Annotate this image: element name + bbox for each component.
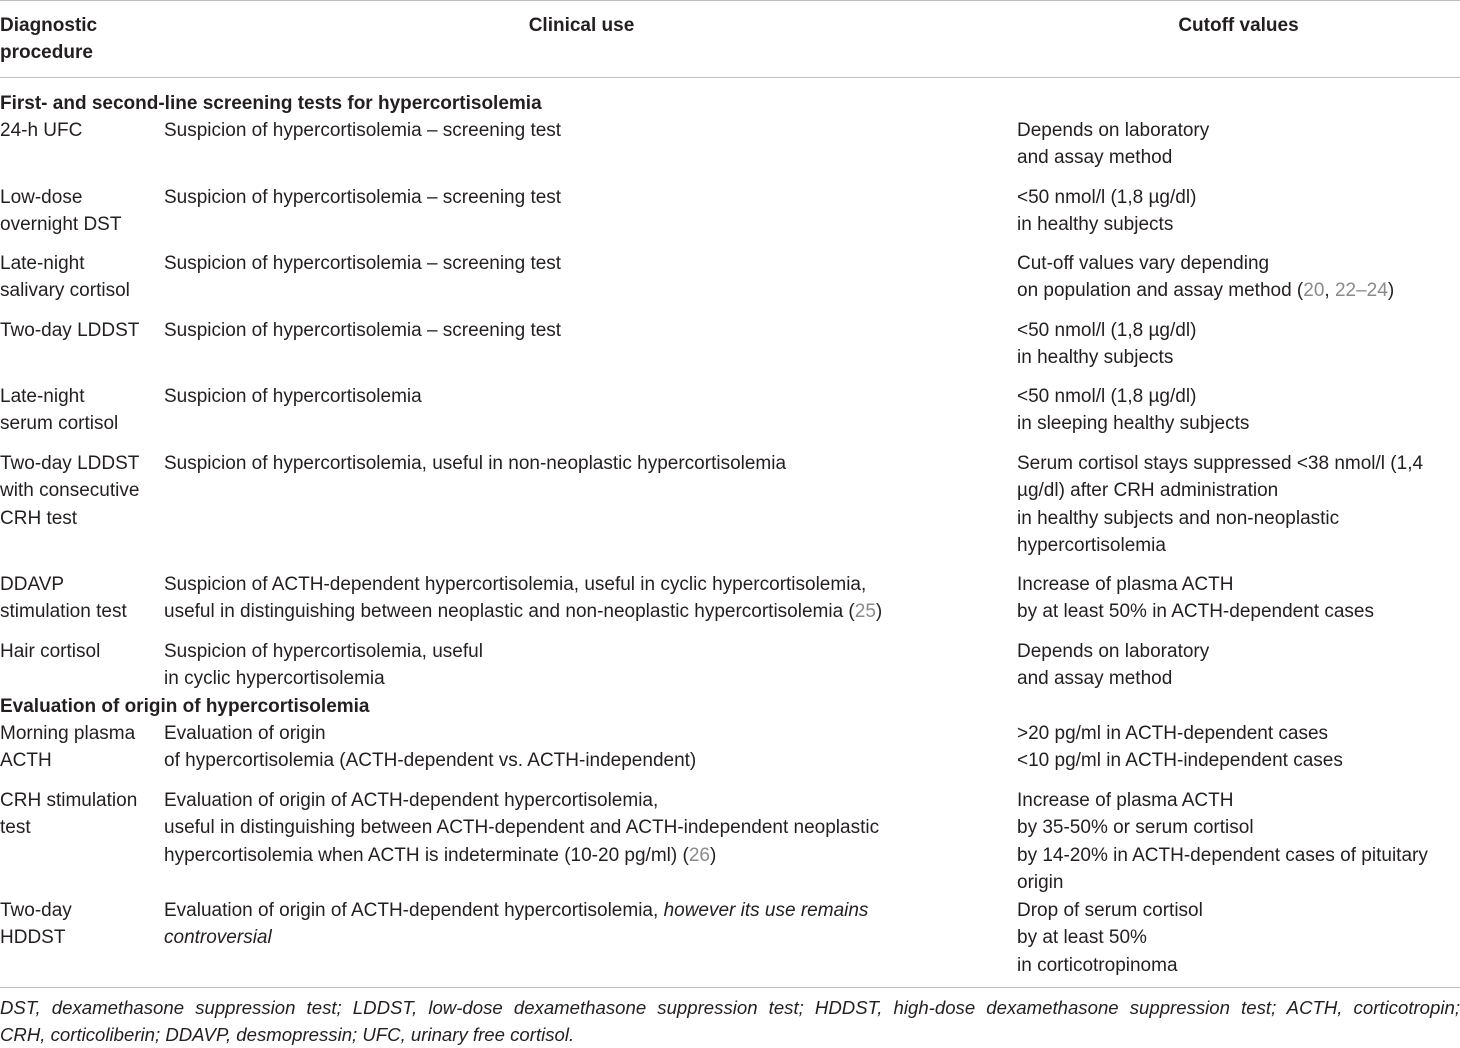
- table-row: [0, 450, 1460, 571]
- clinical-use-cell: Evaluation of origin of hypercortisolemia (ACTH-dependent vs. ACTH-independent): [164, 723, 697, 772]
- clinical-use-cell: Evaluation of origin of ACTH-dependent hypercortisolemia, however its use remains controversial: [164, 900, 869, 949]
- clinical-use-cell: Evaluation of origin of ACTH-dependent hypercortisolemia, useful in distinguishing between ACTH-dependent and ACTH-independent neoplastic hypercortisolemia when ACTH is indeterminate (10-20 pg/ml) (26): [164, 790, 880, 866]
- table-row: [0, 571, 1460, 638]
- clinical-use-cell: Suspicion of hypercortisolemia – screening test: [164, 120, 562, 141]
- cutoff-cell: <50 nmol/l (1,8 µg/dl) in sleeping healthy subjects: [1017, 386, 1250, 435]
- cutoff-cell: Increase of plasma ACTH by at least 50% in ACTH-dependent cases: [1017, 574, 1374, 623]
- clinical-use-cell: Suspicion of ACTH-dependent hypercortisolemia, useful in cyclic hypercortisolemia, useful in distinguishing between neoplastic and non-neoplastic hypercortisolemia (25): [164, 574, 883, 623]
- table-row: [0, 117, 1460, 184]
- table-row: [0, 638, 1460, 693]
- section-title-origin: Evaluation of origin of hypercortisolemia: [0, 696, 370, 717]
- procedure-cell: Morning plasma ACTH: [0, 723, 136, 772]
- citation-link[interactable]: 26: [688, 844, 710, 866]
- header-procedure: Diagnostic procedure: [0, 15, 98, 64]
- procedure-cell: Two-day LDDST: [0, 320, 140, 341]
- table-header: [0, 12, 1460, 66]
- bottom-rule: [0, 987, 1460, 988]
- procedure-cell: 24-h UFC: [0, 120, 83, 141]
- table-row: [0, 720, 1460, 787]
- header-clinical-use: Clinical use: [528, 15, 635, 36]
- table-body: [0, 90, 1460, 979]
- citation-link[interactable]: 25: [854, 601, 876, 623]
- cutoff-cell: <50 nmol/l (1,8 µg/dl) in healthy subjects: [1017, 320, 1197, 369]
- clinical-use-cell: Suspicion of hypercortisolemia – screening test: [164, 320, 562, 341]
- cutoff-cell: Serum cortisol stays suppressed <38 nmol/l (1,4 µg/dl) after CRH administration in healthy subjects and non-neoplastic hypercortisolemia: [1017, 453, 1424, 557]
- cutoff-cell: Increase of plasma ACTH by 35-50% or serum cortisol by 14-20% in ACTH-dependent cases of pituitary origin: [1017, 790, 1428, 894]
- table-row: [0, 897, 1460, 979]
- header-cutoff-values: Cutoff values: [1178, 15, 1299, 36]
- cutoff-cell: Cut-off values vary depending on population and assay method (20, 22–24): [1017, 253, 1395, 302]
- table-row: [0, 184, 1460, 250]
- clinical-use-cell: Suspicion of hypercortisolemia – screening test: [164, 187, 562, 208]
- table-footnote: DST, dexamethasone suppression test; LDDST, low-dose dexamethasone suppression test; HDDST, high-dose dexamethasone suppression test; ACTH, corticotropin; CRH, corticoliberin; DDAVP, desmopressin; UFC, urinary free cortisol.: [0, 997, 1460, 1045]
- procedure-cell: Two-day LDDST with consecutive CRH test: [0, 453, 140, 529]
- procedure-cell: Hair cortisol: [0, 641, 101, 662]
- procedure-cell: DDAVP stimulation test: [0, 574, 127, 623]
- clinical-use-cell: Suspicion of hypercortisolemia, useful in non-neoplastic hypercortisolemia: [164, 453, 787, 474]
- clinical-use-cell: Suspicion of hypercortisolemia, useful in cyclic hypercortisolemia: [164, 641, 483, 690]
- procedure-cell: Two-day HDDST: [0, 900, 72, 949]
- cutoff-cell: Depends on laboratory and assay method: [1017, 641, 1210, 690]
- citation-link[interactable]: 20: [1303, 280, 1325, 302]
- cutoff-cell: Depends on laboratory and assay method: [1017, 120, 1210, 169]
- cutoff-cell: <50 nmol/l (1,8 µg/dl) in healthy subjects: [1017, 187, 1197, 236]
- procedure-cell: Low-dose overnight DST: [0, 187, 122, 236]
- table-row: [0, 787, 1460, 897]
- cutoff-cell: >20 pg/ml in ACTH-dependent cases <10 pg/ml in ACTH-independent cases: [1017, 723, 1343, 772]
- clinical-use-cell: Suspicion of hypercortisolemia – screening test: [164, 253, 562, 274]
- table-row: [0, 383, 1460, 450]
- table-row: [0, 317, 1460, 383]
- procedure-cell: Late-night serum cortisol: [0, 386, 119, 435]
- procedure-cell: CRH stimulation test: [0, 790, 138, 839]
- table-row: [0, 250, 1460, 317]
- citation-link[interactable]: 22–24: [1334, 280, 1388, 302]
- procedure-cell: Late-night salivary cortisol: [0, 253, 130, 302]
- top-rule: [0, 0, 1460, 1]
- header-rule: [0, 77, 1460, 78]
- clinical-use-cell: Suspicion of hypercortisolemia: [164, 386, 422, 407]
- section-title-screening: First- and second-line screening tests for hypercortisolemia: [0, 93, 542, 114]
- cutoff-cell: Drop of serum cortisol by at least 50% in corticotropinoma: [1017, 900, 1203, 976]
